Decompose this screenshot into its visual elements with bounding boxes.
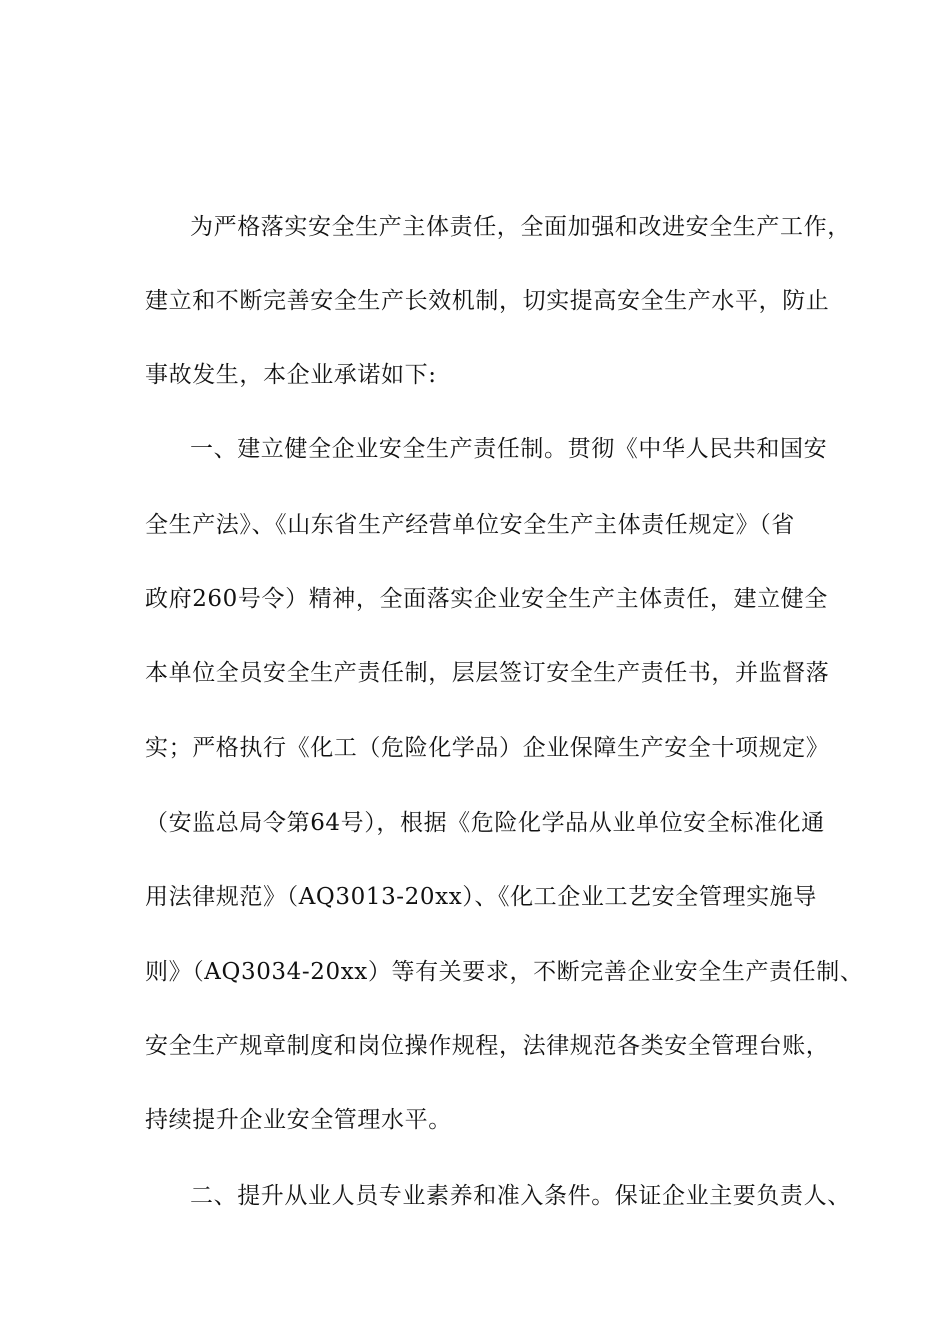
section-one-line-9: 安全生产规章制度和岗位操作规程，法律规范各类安全管理台账， [145, 1033, 830, 1059]
paragraph-intro-line-1: 为严格落实安全生产主体责任，全面加强和改进安全生产工作， [190, 214, 851, 240]
section-one-line-2: 全生产法》、《山东省生产经营单位安全生产主体责任规定》（省 [145, 512, 795, 538]
section-one-line-1: 一、建立健全企业安全生产责任制。贯彻《中华人民共和国安 [190, 436, 828, 462]
section-two-line-1: 二、提升从业人员专业素养和准入条件。保证企业主要负责人、 [190, 1183, 851, 1209]
paragraph-intro-line-2: 建立和不断完善安全生产长效机制，切实提高安全生产水平，防止 [145, 288, 830, 314]
section-one-line-6: （安监总局令第64号），根据《危险化学品从业单位安全标准化通 [145, 810, 825, 836]
paragraph-intro-line-3: 事故发生，本企业承诺如下: [145, 362, 437, 388]
section-one-line-7: 用法律规范》（AQ3013-20xx）、《化工企业工艺安全管理实施导 [145, 884, 817, 910]
section-one-line-3: 政府260号令）精神，全面落实企业安全生产主体责任，建立健全 [145, 586, 828, 612]
section-one-line-10: 持续提升企业安全管理水平。 [145, 1107, 452, 1133]
section-one-line-8: 则》（AQ3034-20xx）等有关要求，不断完善企业安全生产责任制、 [145, 959, 864, 985]
section-one-line-4: 本单位全员安全生产责任制，层层签订安全生产责任书，并监督落 [145, 660, 830, 686]
section-one-line-5: 实；严格执行《化工（危险化学品）企业保障生产安全十项规定》 [145, 735, 830, 761]
